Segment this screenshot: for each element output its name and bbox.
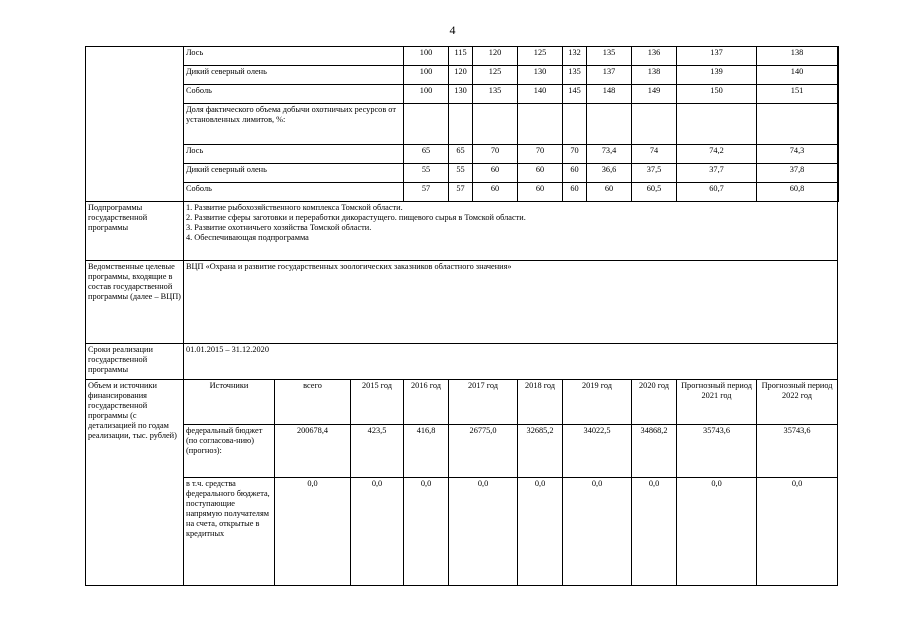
- value-cell: 140: [518, 85, 563, 104]
- empty-cell: [473, 104, 518, 145]
- empty-cell: [563, 104, 587, 145]
- financing-value: 0,0: [632, 478, 677, 586]
- financing-value: 34868,2: [632, 425, 677, 478]
- value-cell: 148: [587, 85, 632, 104]
- value-cell: 149: [632, 85, 677, 104]
- value-cell: 130: [518, 66, 563, 85]
- value-cell: 100: [404, 66, 449, 85]
- empty-cell: [677, 104, 757, 145]
- value-cell: 74,2: [677, 145, 757, 164]
- table-row: [86, 380, 839, 425]
- table-row: [86, 66, 839, 85]
- empty-label-cell: [86, 47, 184, 202]
- financing-value: 200678,4: [275, 425, 351, 478]
- value-cell: 65: [404, 145, 449, 164]
- table-row: [86, 85, 839, 104]
- financing-header: Прогнозный период 2022 год: [757, 380, 838, 425]
- financing-value: 416,8: [404, 425, 449, 478]
- financing-value: 423,5: [351, 425, 404, 478]
- financing-header: 2017 год: [449, 380, 518, 425]
- value-cell: 132: [563, 47, 587, 66]
- value-cell: 145: [563, 85, 587, 104]
- subprogram-item: 2. Развитие сферы заготовки и переработки дикорастущего. пищевого сырья в Томской области.: [186, 213, 526, 222]
- financing-value: 0,0: [757, 478, 838, 586]
- value-cell: 150: [677, 85, 757, 104]
- value-cell: 37,5: [632, 164, 677, 183]
- empty-cell: [518, 104, 563, 145]
- subprograms-list: [184, 202, 838, 261]
- indicator-name: Лось: [184, 145, 404, 164]
- indicator-name: Дикий северный олень: [184, 66, 404, 85]
- financing-source: в т.ч. средства федерального бюджета, поступающие напрямую получателям на счета, открытые в кредитных: [184, 478, 275, 586]
- value-cell: 70: [473, 145, 518, 164]
- subprogram-item: 4. Обеспечивающая подпрограмма: [186, 233, 309, 242]
- value-cell: 60,7: [677, 183, 757, 202]
- value-cell: 70: [563, 145, 587, 164]
- value-cell: 115: [449, 47, 473, 66]
- value-cell: [838, 164, 839, 183]
- value-cell: 137: [677, 47, 757, 66]
- value-cell: 74,3: [757, 145, 838, 164]
- value-cell: 120: [449, 66, 473, 85]
- financing-header: 2015 год: [351, 380, 404, 425]
- empty-cell: [632, 104, 677, 145]
- value-cell: 60,8: [757, 183, 838, 202]
- financing-value: 35743,6: [757, 425, 838, 478]
- empty-cell: [404, 104, 449, 145]
- value-cell: 57: [404, 183, 449, 202]
- financing-value: 0,0: [518, 478, 563, 586]
- indicator-name: Дикий северный олень: [184, 164, 404, 183]
- value-cell: 140: [757, 66, 838, 85]
- value-cell: 60,5: [632, 183, 677, 202]
- value-cell: 135: [473, 85, 518, 104]
- value-cell: 55: [449, 164, 473, 183]
- value-cell: 65: [449, 145, 473, 164]
- value-cell: 125: [473, 66, 518, 85]
- financing-value: 0,0: [404, 478, 449, 586]
- value-cell: 135: [587, 47, 632, 66]
- value-cell: 151: [757, 85, 838, 104]
- value-cell: 137: [587, 66, 632, 85]
- share-label: Доля фактического объема добычи охотничьих ресурсов от установленных лимитов, %:: [184, 104, 404, 145]
- financing-value: 0,0: [449, 478, 518, 586]
- value-cell: 139: [677, 66, 757, 85]
- value-cell: [838, 47, 839, 66]
- value-cell: [838, 145, 839, 164]
- value-cell: 37,8: [757, 164, 838, 183]
- table-row: [86, 202, 839, 261]
- value-cell: 60: [563, 164, 587, 183]
- table-row: [86, 47, 839, 66]
- value-cell: 120: [473, 47, 518, 66]
- table-row: [86, 183, 839, 202]
- table-row: [86, 104, 839, 145]
- financing-header: 2020 год: [632, 380, 677, 425]
- empty-cell: [838, 104, 839, 145]
- financing-value: 26775,0: [449, 425, 518, 478]
- subprogram-item: 1. Развитие рыбохозяйственного комплекса Томской области.: [186, 203, 403, 212]
- value-cell: 138: [757, 47, 838, 66]
- terms-value: 01.01.2015 – 31.12.2020: [184, 344, 838, 380]
- value-cell: 130: [449, 85, 473, 104]
- financing-value: 0,0: [677, 478, 757, 586]
- financing-header: 2018 год: [518, 380, 563, 425]
- value-cell: 100: [404, 85, 449, 104]
- value-cell: 100: [404, 47, 449, 66]
- vcp-label: Ведомственные целевые программы, входящие в состав государственной программы (далее – ВЦП): [86, 261, 184, 344]
- subprograms-label: Подпрограммы государственной программы: [86, 202, 184, 261]
- terms-label: Сроки реализации государственной программы: [86, 344, 184, 380]
- table-row: [86, 164, 839, 183]
- value-cell: 36,6: [587, 164, 632, 183]
- empty-cell: [587, 104, 632, 145]
- financing-value: 0,0: [563, 478, 632, 586]
- empty-cell: [449, 104, 473, 145]
- program-passport-table: [85, 46, 839, 586]
- value-cell: 57: [449, 183, 473, 202]
- value-cell: 136: [632, 47, 677, 66]
- indicator-name: Лось: [184, 47, 404, 66]
- value-cell: 60: [473, 183, 518, 202]
- financing-header: 2016 год: [404, 380, 449, 425]
- value-cell: 37,7: [677, 164, 757, 183]
- table-row: [86, 478, 839, 586]
- value-cell: 60: [563, 183, 587, 202]
- value-cell: 55: [404, 164, 449, 183]
- vcp-value: ВЦП «Охрана и развитие государственных зоологических заказников областного значения»: [184, 261, 838, 344]
- financing-header: 2019 год: [563, 380, 632, 425]
- indicator-name: Соболь: [184, 85, 404, 104]
- financing-label: Объем и источники финансирования государственной программы (с детализацией по годам реализации, тыс. рублей): [86, 380, 184, 586]
- table-row: [86, 425, 839, 478]
- financing-value: 35743,6: [677, 425, 757, 478]
- table-row: [86, 145, 839, 164]
- empty-cell: [757, 104, 838, 145]
- page-number: 4: [449, 23, 456, 37]
- financing-header: Прогнозный период 2021 год: [677, 380, 757, 425]
- value-cell: 60: [587, 183, 632, 202]
- financing-value: 34022,5: [563, 425, 632, 478]
- financing-header: Источники: [184, 380, 275, 425]
- value-cell: [838, 66, 839, 85]
- value-cell: 125: [518, 47, 563, 66]
- subprogram-item: 3. Развитие охотничьего хозяйства Томской области.: [186, 223, 372, 232]
- financing-header: всего: [275, 380, 351, 425]
- financing-value: 0,0: [275, 478, 351, 586]
- table-row: [86, 261, 839, 344]
- financing-value: 0,0: [351, 478, 404, 586]
- financing-value: 32685,2: [518, 425, 563, 478]
- value-cell: 60: [518, 183, 563, 202]
- value-cell: 74: [632, 145, 677, 164]
- indicator-name: Соболь: [184, 183, 404, 202]
- value-cell: 135: [563, 66, 587, 85]
- table-row: [86, 344, 839, 380]
- value-cell: 138: [632, 66, 677, 85]
- value-cell: [838, 183, 839, 202]
- value-cell: 60: [473, 164, 518, 183]
- value-cell: 70: [518, 145, 563, 164]
- value-cell: 73,4: [587, 145, 632, 164]
- value-cell: [838, 85, 839, 104]
- financing-source: федеральный бюджет (по согласова-нию) (прогноз):: [184, 425, 275, 478]
- value-cell: 60: [518, 164, 563, 183]
